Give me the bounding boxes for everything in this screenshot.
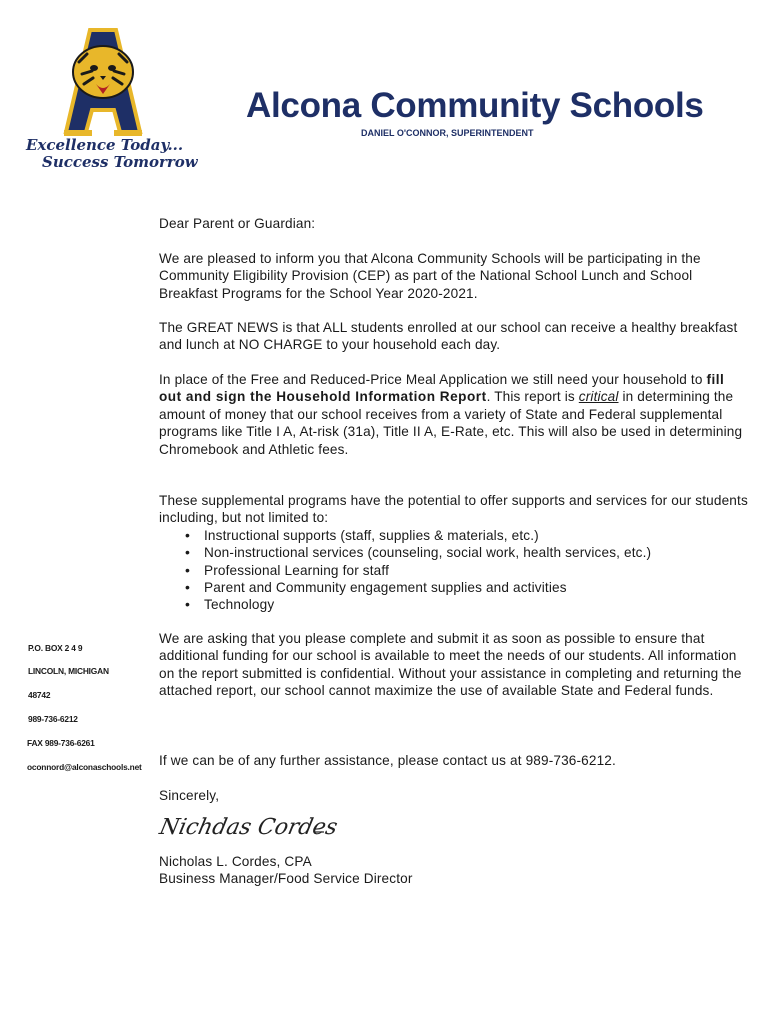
critical-emphasis: critical [578,389,619,405]
fax: FAX 989-736-6261 [27,738,95,748]
tiger-icon [73,46,133,98]
closing: Sincerely, [159,788,220,803]
school-name: Alcona Community Schools [246,86,704,125]
phone: 989-736-6212 [28,714,78,724]
svg-text:Nichdas Cordes: Nichdas Cordes [157,814,340,840]
bullet-list [159,527,749,614]
signer-title: Business Manager/Food Service Director [159,871,413,886]
list-item: • Professional Learning for staff [204,562,749,579]
list-item: • Non-instructional services (counseling, social work, health services, etc.) [204,544,749,561]
logo-motto-line1: Excellence Today... [26,136,184,154]
zip-code: 48742 [28,690,51,700]
paragraph-6: If we can be of any further assistance, please contact us at 989-736-6212. [159,753,616,768]
paragraph-1: We are pleased to inform you that Alcona Community Schools will be participating in the Community Eligibility Provision (CEP) as part of the National School Lunch and School Breakfast Programs for the School Year 2020-2021. [159,251,701,301]
superintendent-line: DANIEL O'CONNOR, SUPERINTENDENT [361,128,534,138]
paragraph-2: The GREAT NEWS is that ALL students enrolled at our school can receive a healthy breakfast and lunch at NO CHARGE to your household each day. [159,320,738,353]
bold-instruction: fill out and sign the Household Information Report [159,372,725,405]
list-item: • Parent and Community engagement supplies and activities [204,579,749,596]
list-item: • Instructional supports (staff, supplies & materials, etc.) [204,527,749,544]
email-link[interactable]: oconnord@alconaschools.net [27,762,142,772]
list-item: • Technology [204,596,749,613]
po-box: P.O. BOX 2 4 9 [28,643,83,653]
salutation: Dear Parent or Guardian: [159,216,316,231]
paragraph-5: We are asking that you please complete and submit it as soon as possible to ensure that additional funding for our school is available to meet the needs of our students. All information on the report submitted is confidential. Without your assistance in completing and returning the attached report, our school cannot maximize the use of available State and Federal funds. [159,631,742,699]
logo-motto-line2: Success Tomorrow [42,153,198,171]
signature [157,808,340,846]
school-logo [24,22,198,174]
paragraph-3: In place of the Free and Reduced-Price Meal Application we still need your household to fill out and sign the Household Information Report. This report is critical in determining the amount of money that our school receives from a variety of State and Federal supplemental programs like Title I A, At-risk (31a), Title II A, E-Rate, etc. This will also be used in determining Chromebook and Athletic fees. [159,372,743,457]
signer-name: Nicholas L. Cordes, CPA [159,854,312,869]
city: LINCOLN, MICHIGAN [28,666,109,676]
paragraph-4: These supplemental programs have the potential to offer supports and services for our students including, but not limited to: • Instructional supports (staff, supplies & materials, etc.) • Non-instructional services (counseling, social work, health services, etc.) • Professional Learning for staff • Parent and Community engagement supplies and activities • Technology [159,492,749,614]
